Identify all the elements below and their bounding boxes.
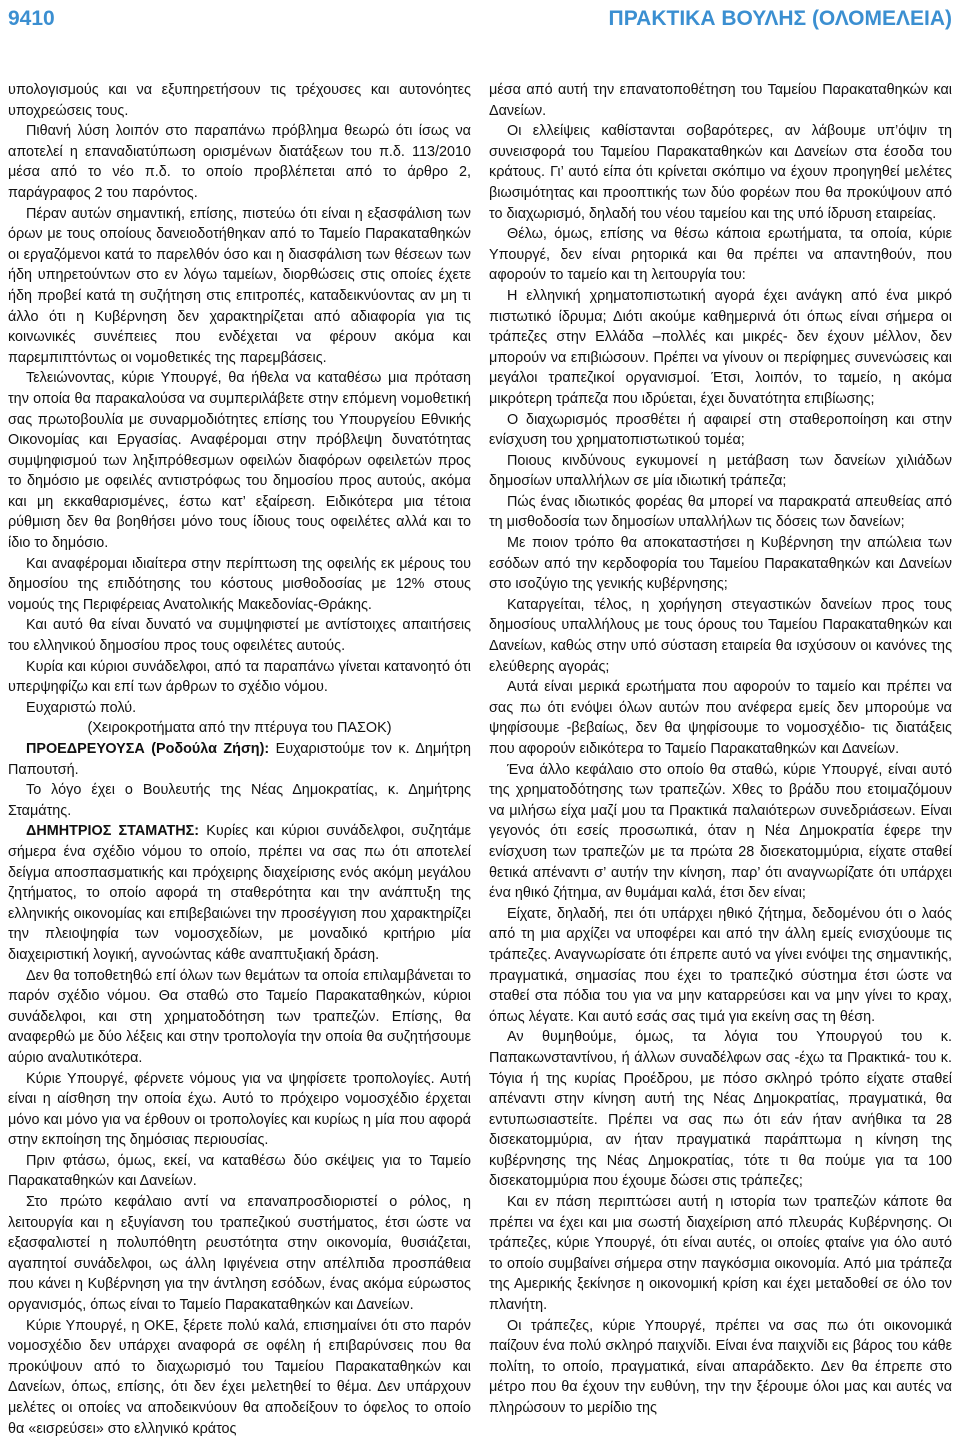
- paragraph: υπολογισμούς και να εξυπηρετήσουν τις τρέχουσες και αυτονόητες υποχρεώσεις τους.: [8, 82, 471, 119]
- page-header: [8, 2, 952, 36]
- paragraph: Κύριε Υπουργέ, η ΟΚΕ, ξέρετε πολύ καλά, επισημαίνει ότι στο παρόν νομοσχέδιο δεν υπάρχει αναφορά σε οφέλη ή επιβαρύνσεις που θα προκύψουν από το διαχωρισμό του Ταμείου Παρακαταθηκών και Δανείων, όπως, επίσης, ότι δεν έχει μελετηθεί το θέμα. Δεν υπάρχουν μελέτες οι οποίες να αποδεικνύουν θα αποδείξουν το όφελος το οποίο θα «εισρεύσει» στο ελληνικό κράτος: [8, 1317, 471, 1437]
- paragraph: Ο διαχωρισμός προσθέτει ή αφαιρεί στη σταθεροποίηση και στην ενίσχυση του χρηματοπιστωτικού τομέα;: [489, 411, 952, 449]
- paragraph: Θέλω, όμως, επίσης να θέσω κάποια ερωτήματα, τα οποία, κύριε Υπουργέ, δεν είναι ρητορικά και θα πρέπει να απαντηθούν, που αφορούν το ταμείο και τη λειτουργία του:: [489, 226, 952, 284]
- paragraph: Και αναφέρομαι ιδιαίτερα στην περίπτωση της οφειλής εκ μέρους του δημοσίου της επιδότησης του κόστους μισθοδοσίας με 12% στους νομούς της Περιφέρειας Ανατολικής Μακεδονίας-Θράκης.: [8, 555, 471, 613]
- paragraph: Και εν πάση περιπτώσει αυτή η ιστορία των τραπεζών κάποτε θα πρέπει να έχει και μια σωστή διαχείριση από πλευράς Κυβέρνησης. Οι τράπεζες, κύριε Υπουργέ, ότι είναι αυτές, οι οποίες φταίνε για όλο αυτό το οποίο συμβαίνει σήμερα στην παγκόσμια οικονομία. Από μια τράπεζα της Αμερικής ξεκίνησε η οικονομική κρίση και έχει μεταδοθεί σε όλο τον πλανήτη.: [489, 1194, 952, 1314]
- paragraph: Το λόγο έχει ο Βουλευτής της Νέας Δημοκρατίας, κ. Δημήτρης Σταμάτης.: [8, 782, 471, 819]
- paragraph: Η ελληνική χρηματοπιστωτική αγορά έχει ανάγκη από ένα μικρό πιστωτικό ίδρυμα; Διότι ακούμε καθημερινά ότι όπως είναι σήμερα οι τράπεζες στην Ελλάδα –πολλές και μικρές- δεν έχουν μέλλον, δεν μπορούν να επιβιώσουν. Πρέπει να γίνουν οι περίφημες συνενώσεις και μεγάλοι τραπεζικοί οργανισμοί. Έτσι, λοιπόν, το ταμείο, η ακόμα μικρότερη τράπεζα που ιδρύεται, έχει δυνατότητα επιβίωσης;: [489, 287, 952, 407]
- paragraph: Καταργείται, τέλος, η χορήγηση στεγαστικών δανείων προς τους δημοσίους υπαλλήλους με τους όρους του Ταμείου Παρακαταθηκών και Δανείων, καθώς στην υπό σύσταση εταιρεία θα ισχύσουν οι κανόνες της ελεύθερης αγοράς;: [489, 596, 952, 675]
- paragraph: Αν θυμηθούμε, όμως, τα λόγια του Υπουργού του κ. Παπακωνσταντίνου, ή άλλων συναδέλφων σας -έχω τα Πρακτικά- του κ. Τόγια ή της κυρίας Προέδρου, με πόσο σκληρό τρόπο είχατε σταθεί απέναντι στην κίνηση αυτή της Νέας Δημοκρατίας, πραγματικά, θα εντυπωσιαστείτε. Πρέπει να σας πω ότι εάν ήταν ανήθικα τα 28 δισεκατομμύρια, αν ήταν πραγματικά παράπτωμα η κίνηση της κυβέρνησης της Νέας Δημοκρατίας, τότε τι θα πούμε για τα 100 δισεκατομμύρια που έχουμε δώσει στις τράπεζες;: [489, 1029, 952, 1190]
- paragraph: Οι ελλείψεις καθίστανται σοβαρότερες, αν λάβουμε υπ’όψιν τη συνεισφορά του Ταμείου Παρακαταθηκών και Δανείων στα έσοδα του κράτους. Γι’ αυτό είπα ότι κρίνεται σκόπιμο να έχουν προηγηθεί μελέτες βιωσιμότητας και προοπτικής των δύο φορέων που θα προκύψουν από το διαχωρισμό, δηλαδή του νέου ταμείου και της υπό ίδρυση εταιρείας.: [489, 123, 952, 222]
- page-number: 9410: [8, 7, 55, 30]
- paragraph: Στο πρώτο κεφάλαιο αντί να επαναπροσδιοριστεί ο ρόλος, η λειτουργία και η εξυγίανση του τραπεζικού συστήματος, έτσι ώστε να εξασφαλιστεί η πολυπόθητη ρευστότητα στην οικονομία, θυσιάζεται, αγαπητοί συνάδελφοι, ως άλλη Ιφιγένεια στην απέλπιδα προσπάθεια που κάνει η Κυβέρνηση για την άντληση εσόδων, ένας ακόμα εύρωστος οργανισμός, όπως είναι το Ταμείο Παρακαταθηκών και Δανείων.: [8, 1194, 471, 1314]
- speaker-paragraph: [8, 739, 471, 780]
- paragraph: Οι τράπεζες, κύριε Υπουργέ, πρέπει να σας πω ότι οικονομικά παίζουν ένα πολύ σκληρό παιχνίδι. Είναι ένα παιχνίδι εις βάρος του κάθε πολίτη, το οποίο, πραγματικά, είναι απαράδεκτο. Δεν θα έπρεπε στο μέτρο που θα έχουν την ευθύνη, την την ξέρουμε όλοι μας και αυτές να πληρώσουν το μερίδιο της: [489, 1317, 952, 1416]
- paragraph: Πιθανή λύση λοιπόν στο παραπάνω πρόβλημα θεωρώ ότι ίσως να αποτελεί η επαναδιατύπωση ορισμένων διατάξεων του π.δ. 113/2010 μέσα από το νέο π.δ. το οποίο προβλέπεται από το άρθρο 2, παράγραφος 2 του παρόντος.: [8, 123, 471, 201]
- speaker-paragraph: [8, 821, 471, 965]
- paragraph: Αυτά είναι μερικά ερωτήματα που αφορούν το ταμείο και πρέπει να σας πω ότι ενόψει όλων αυτών που ανέφερα εμείς δεν μπορούμε να ψηφίσουμε -βεβαίως, δεν θα ψηφίσουμε το νομοσχέδιο- τις διατάξεις που αφορούν ειδικότερα το Ταμείο Παρακαταθηκών και Δανείων.: [489, 679, 952, 757]
- paragraph: Πριν φτάσω, όμως, εκεί, να καταθέσω δύο σκέψεις για το Ταμείο Παρακαταθηκών και Δανείων.: [8, 1152, 471, 1190]
- paragraph: Και αυτό θα είναι δυνατό να συμψηφιστεί με αντίστοιχες απαιτήσεις του ελληνικού δημοσίου προς τους οφειλέτες αυτούς.: [8, 617, 471, 655]
- paragraph: Κύριε Υπουργέ, φέρνετε νόμους για να ψηφίσετε τροπολογίες. Αυτή είναι η αίσθηση την οποία έχω. Αυτό το πρόχειρο νομοσχέδιο έρχεται μόνο και μόνο για να έρθουν οι τροπολογίες και κυρίως η μία που αφορά στην εκποίηση της δημόσιας περιουσίας.: [8, 1070, 471, 1149]
- paragraph: Ποιους κινδύνους εγκυμονεί η μετάβαση των δανείων χιλιάδων δημοσίων υπαλλήλων σε μία ιδιωτική τράπεζα;: [489, 452, 952, 490]
- paragraph: Πώς ένας ιδιωτικός φορέας θα μπορεί να παρακρατά απευθείας από τη μισθοδοσία των δημοσίων υπαλλήλων τις δόσεις των δανείων;: [489, 493, 952, 531]
- speech-text: Κυρίες και κύριοι συνάδελφοι, συζητάμε σήμερα ένα σχέδιο νόμου το οποίο, πρέπει να σας πω ότι αποτελεί δείγμα αποσπασματικής και πρόχειρης διαχείρισης ενός ακόμη μεγάλου ζητήματος, το οποίο αφορά τη σταθερότητα και την ανάπτυξη της ελληνικής οικονομίας και επιβεβαιώνει την προσέγγιση που χαρακτηρίζει την πλειοψηφία των νομοσχεδίων, με μοναδικό κριτήριο μία διαχειριστική λογική, αγνοώντας κάθε αναπτυξιακή δράση.: [8, 823, 471, 963]
- paragraph: Ένα άλλο κεφάλαιο στο οποίο θα σταθώ, κύριε Υπουργέ, είναι αυτό της χρηματοδότησης των τραπεζών. Χθες το βράδυ που ετοιμαζόμουν να μιλήσω είχα μαζί μου τα Πρακτικά παλαιότερων συνεδριάσεων. Είναι γεγονός ότι εσείς προσωπικά, όταν η Νέα Δημοκρατία έφερε την ενίσχυση των τραπεζών με τα πρώτα 28 δισεκατομμύρια, είχατε σταθεί θετικά απέναντι σ’ αυτήν την κίνηση, παρ’ ότι αναγνωρίζατε ότι υπάρχει ένα ηθικό ζήτημα, αν θυμάμαι καλά, έτσι δεν είναι;: [489, 761, 952, 902]
- paragraph: Είχατε, δηλαδή, πει ότι υπάρχει ηθικό ζήτημα, δεδομένου ότι ο λαός από τη μια αρχίζει να υποφέρει και από την άλλη εμείς ενισχύουμε τις τράπεζες. Αναγνωρίσατε ότι έπρεπε αυτό να γίνει ενόψει της σημαντικής, πραγματικά, σημασίας που έχει το τραπεζικό σύστημα έτσι ώστε να σταθεί στα πόδια του για να μην καταρρεύσει και να μην γίνει το κραχ, όπως λέγατε. Και αυτό εσάς σας τιμά για εκείνη σας τη θέση.: [489, 905, 952, 1025]
- speech-text: Ευχαριστούμε τον κ. Δημήτρη Παπουτσή.: [8, 741, 472, 778]
- paragraph: μέσα από αυτή την επανατοποθέτηση του Ταμείου Παρακαταθηκών και Δανείων.: [489, 82, 952, 119]
- paragraph: Με ποιον τρόπο θα αποκαταστήσει η Κυβέρνηση την απώλεια των εσόδων από την κερδοφορία του Ταμείου Παρακαταθηκών και Δανείων στο ισοζύγιο της γενικής κυβέρνησης;: [489, 535, 952, 593]
- applause-note: (Χειροκροτήματα από την πτέρυγα του ΠΑΣΟΚ): [87, 720, 392, 737]
- document-title: ΠΡΑΚΤΙΚΑ ΒΟΥΛΗΣ (ΟΛΟΜΕΛΕΙΑ): [608, 7, 952, 30]
- speaker-name: ΔΗΜΗΤΡΙΟΣ ΣΤΑΜΑΤΗΣ:: [26, 823, 200, 840]
- paragraph: Πέραν αυτών σημαντική, επίσης, πιστεύω ότι είναι η εξασφάλιση των όρων με τους οποίους δανειοδοτήθηκαν από το Ταμείο Παρακαταθηκών οι εργαζόμενοι κατά το παρελθόν όσο και η διασφάλιση των θέσεων των ήδη υπηρετούντων στο εν λόγω ταμείων, διορθώσεις στις οποίες έχετε ήδη προβεί κατά τη συζήτηση στις επιτροπές, καταδεικνύοντας αν μη τι άλλο ότι η Κυβέρνηση δεν χαρακτηρίζεται από αδιαφορία για τις κοινωνικές συνέπειες που ενδέχεται να φέρουν ακόμα και παρεμπιπτόντως οι νομοθετικές της παρεμβάσεις.: [8, 205, 471, 366]
- paragraph: Τελειώνοντας, κύριε Υπουργέ, θα ήθελα να καταθέσω μια πρόταση την οποία θα παρακαλούσα να συμπεριλάβετε στην επόμενη νομοθετική σας πρωτοβουλία με συναρμοδιότητες επίσης του Υπουργείου Εθνικής Οικονομίας και Εργασίας. Αναφέρομαι στην πρόβλεψη δυνατότητας συμψηφισμού των ληξιπρόθεσμων οφειλών διαφόρων οφειλετών προς το δημόσιο με οφειλές αντιστρόφως του δημοσίου προς αυτούς, ακόμα και μη εκκαθαρισμένες, έστω κατ’ εξαίρεση. Ειδικότερα μια τέτοια ρύθμιση δεν θα βοηθήσει μόνο τους ίδιους τους οφειλέτες αλλά και το ίδιο το δημόσιο.: [8, 370, 471, 552]
- paragraph: Κυρία και κύριοι συνάδελφοι, από τα παραπάνω γίνεται κατανοητό ότι υπερψηφίζω και επί των άρθρων το σχέδιο νόμου.: [8, 658, 471, 696]
- paragraph: Δεν θα τοποθετηθώ επί όλων των θεμάτων τα οποία επιλαμβάνεται το παρόν σχέδιο νόμου. Θα σταθώ στο Ταμείο Παρακαταθηκών, κύριοι συνάδελφοι, και στη χρηματοδότηση των τραπεζών. Επίσης, θα αναφερθώ με δύο λέξεις και στην τροπολογία την οποία θα συζητήσουμε αύριο αναλυτικότερα.: [8, 967, 471, 1066]
- left-column: [8, 80, 471, 1439]
- speaker-name: ΠΡΟΕΔΡΕΥΟΥΣΑ (Ροδούλα Ζήση):: [26, 741, 270, 757]
- paragraph: Ευχαριστώ πολύ.: [26, 699, 137, 716]
- right-column: [489, 80, 952, 1419]
